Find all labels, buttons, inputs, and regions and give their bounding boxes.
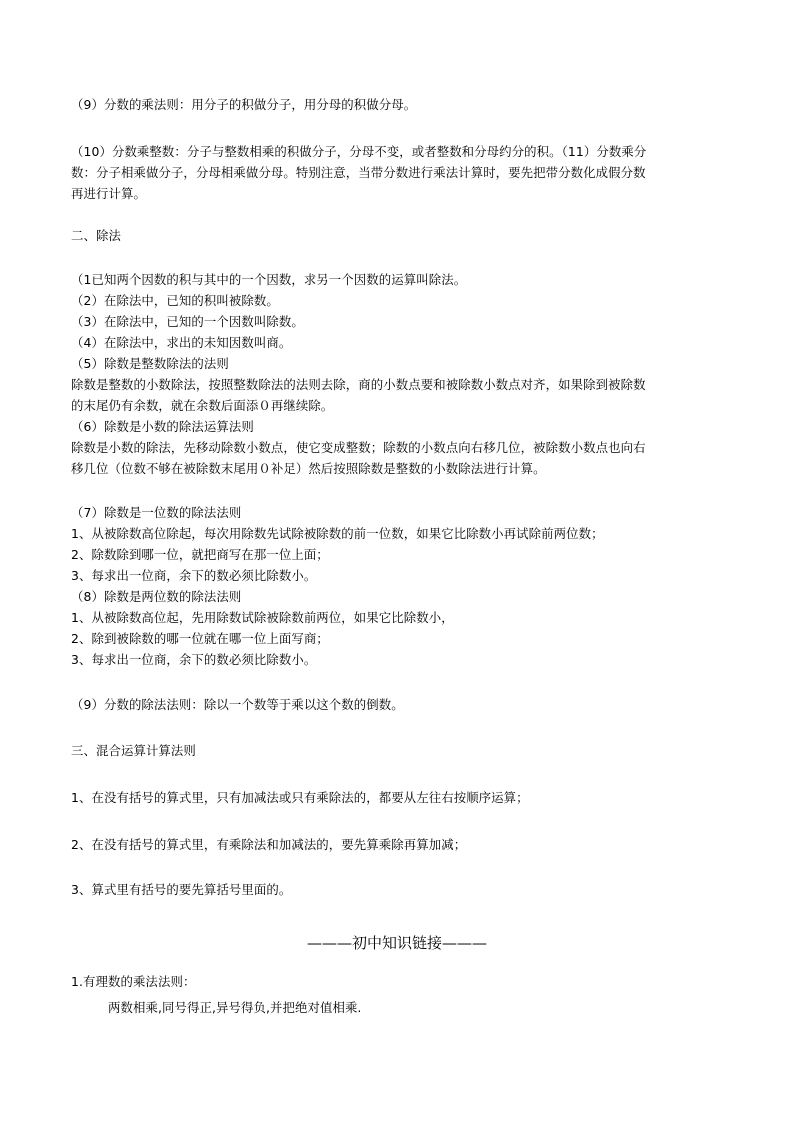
division-rule-9: （9）分数的除法法则：除以一个数等于乘以这个数的倒数。 [71,697,404,712]
mixed-ops-rule-3: 3、算式里有括号的要先算括号里面的。 [71,882,292,897]
division-def-3: （3）在除法中，已知的一个因数叫除数。 [71,314,304,329]
mixed-ops-rule-2: 2、在没有括号的算式里，有乘除法和加减法的，要先算乘除再算加减； [71,837,467,852]
rational-mult-text: 两数相乘,同号得正,异号得负,并把绝对值相乘. [108,1000,362,1015]
division-def-1: （1已知两个因数的积与其中的一个因数，求另一个因数的运算叫除法。 [71,272,467,287]
mult-rule-10-line-2: 数：分子相乘做分子，分母相乘做分母。特别注意，当带分数进行乘法计算时，要先把带分数化成假分数 [71,165,646,180]
division-rule-7-title: （7）除数是一位数的除法法则 [71,505,242,520]
division-rule-8-step-3: 3、每求出一位商，余下的数必须比除数小。 [71,652,317,667]
mixed-ops-heading: 三、混合运算计算法则 [71,743,196,758]
division-rule-5-line-1: 除数是整数的小数除法，按照整数除法的法则去除，商的小数点要和被除数小数点对齐，如果除到被除数 [71,377,646,392]
division-rule-8-title: （8）除数是两位数的除法法则 [71,589,242,604]
division-rule-6-line-2: 移几位（位数不够在被除数末尾用０补足）然后按照除数是整数的小数除法进行计算。 [71,461,546,476]
division-rule-6-line-1: 除数是小数的除法，先移动除数小数点，使它变成整数；除数的小数点向右移几位，被除数小数点也向右 [71,440,646,455]
division-rule-8-step-1: 1、从被除数高位起，先用除数试除被除数前两位，如果它比除数小， [71,610,454,625]
division-rule-7-step-2: 2、除数除到哪一位，就把商写在那一位上面； [71,547,329,562]
rational-mult-title: 1.有理数的乘法法则： [71,974,196,989]
division-rule-6-title: （6）除数是小数的除法运算法则 [71,419,254,434]
division-rule-7-step-1: 1、从被除数高位除起，每次用除数先试除被除数的前一位数，如果它比除数小再试除前两位数； [71,526,604,541]
division-heading: 二、除法 [71,228,121,243]
division-rule-5-line-2: 的末尾仍有余数，就在余数后面添０再继续除。 [71,398,334,413]
mixed-ops-rule-1: 1、在没有括号的算式里，只有加减法或只有乘除法的，都要从左往右按顺序运算； [71,790,529,805]
division-def-4: （4）在除法中，求出的未知因数叫商。 [71,335,292,350]
mult-rule-10-line-3: 再进行计算。 [71,186,146,201]
division-def-2: （2）在除法中，已知的积叫被除数。 [71,293,279,308]
division-rule-5-title: （5）除数是整数除法的法则 [71,356,229,371]
division-rule-7-step-3: 3、每求出一位商，余下的数必须比除数小。 [71,568,317,583]
mult-rule-10-line-1: （10）分数乘整数：分子与整数相乘的积做分子，分母不变，或者整数和分母约分的积。（11）分数乘分 [71,144,647,159]
mult-rule-9: （9）分数的乘法则：用分子的积做分子，用分母的积做分母。 [71,97,417,112]
division-rule-8-step-2: 2、除到被除数的哪一位就在哪一位上面写商； [71,631,329,646]
link-section-title: ———初中知识链接——— [306,934,487,952]
